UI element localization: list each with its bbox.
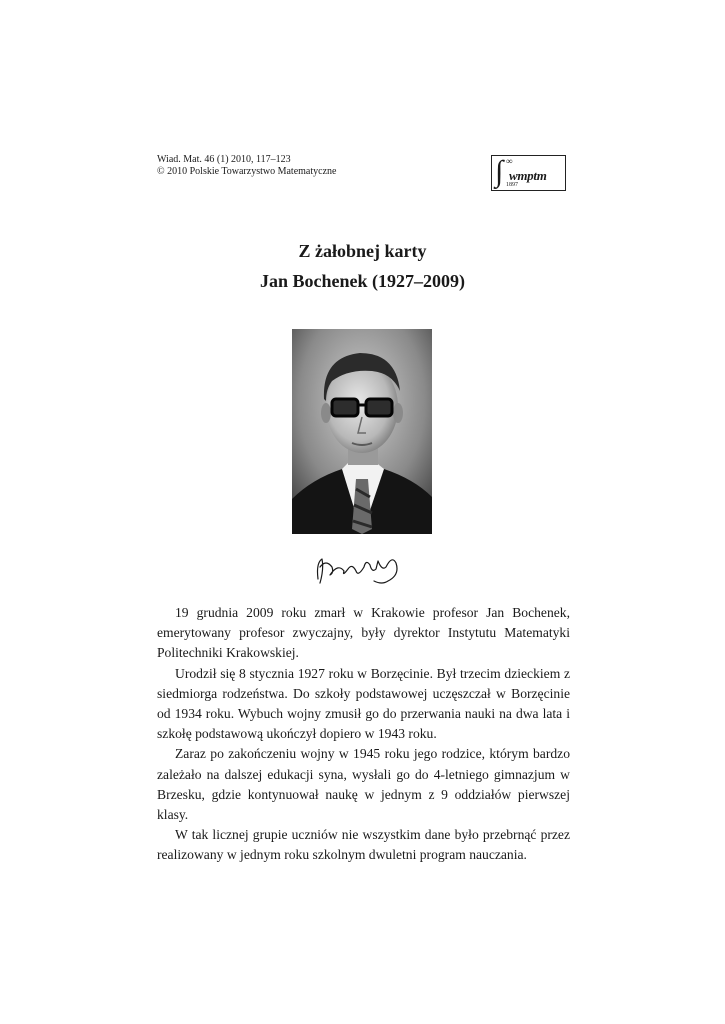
portrait-image: [292, 329, 432, 534]
signature-image: [312, 549, 412, 587]
article-body: [157, 603, 570, 866]
logo-text: wmptm: [509, 168, 547, 183]
journal-citation: Wiad. Mat. 46 (1) 2010, 117–123: [157, 154, 291, 165]
wmptm-logo: [491, 155, 566, 191]
integral-icon: ∫: [495, 155, 504, 188]
portrait-photo: [292, 329, 432, 534]
page-title: Jan Bochenek (1927–2009): [259, 271, 465, 291]
paragraph: Urodził się 8 stycznia 1927 roku w Borzęcinie. Był trzecim dzieckiem z siedmiorga rodzeństwa. Do szkoły podstawowej uczęszczał w Borzęcinie od 1934 roku. Wybuch wojny zmusił go do przerwania nauki na dwa lata i szkołę podstawową ukończył dopiero w 1943 roku.: [157, 665, 570, 742]
paragraph: W tak licznej grupie uczniów nie wszystkim dane było przebrnąć przez realizowany w jednym roku szkolnym dwuletni program nauczania.: [157, 827, 570, 863]
copyright-notice: © 2010 Polskie Towarzystwo Matematyczne: [157, 166, 337, 177]
paragraph: Zaraz po zakończeniu wojny w 1945 roku jego rodzice, którym bardzo zależało na dalszej edukacji syna, wysłali go do 4-letniego gimnazjum w Brzesku, gdzie kontynuował naukę w jednym z 9 oddziałów pierwszej klasy.: [157, 746, 570, 823]
section-title: Z żałobnej karty: [298, 241, 427, 261]
infinity-icon: ∞: [506, 156, 513, 166]
journal-info: [157, 154, 336, 178]
paragraph: 19 grudnia 2009 roku zmarł w Krakowie profesor Jan Bochenek, emerytowany profesor zwyczajny, były dyrektor Instytutu Matematyki Politechniki Krakowskiej.: [157, 605, 570, 661]
logo-year: 1897: [506, 182, 518, 188]
handwritten-signature: [312, 549, 412, 587]
